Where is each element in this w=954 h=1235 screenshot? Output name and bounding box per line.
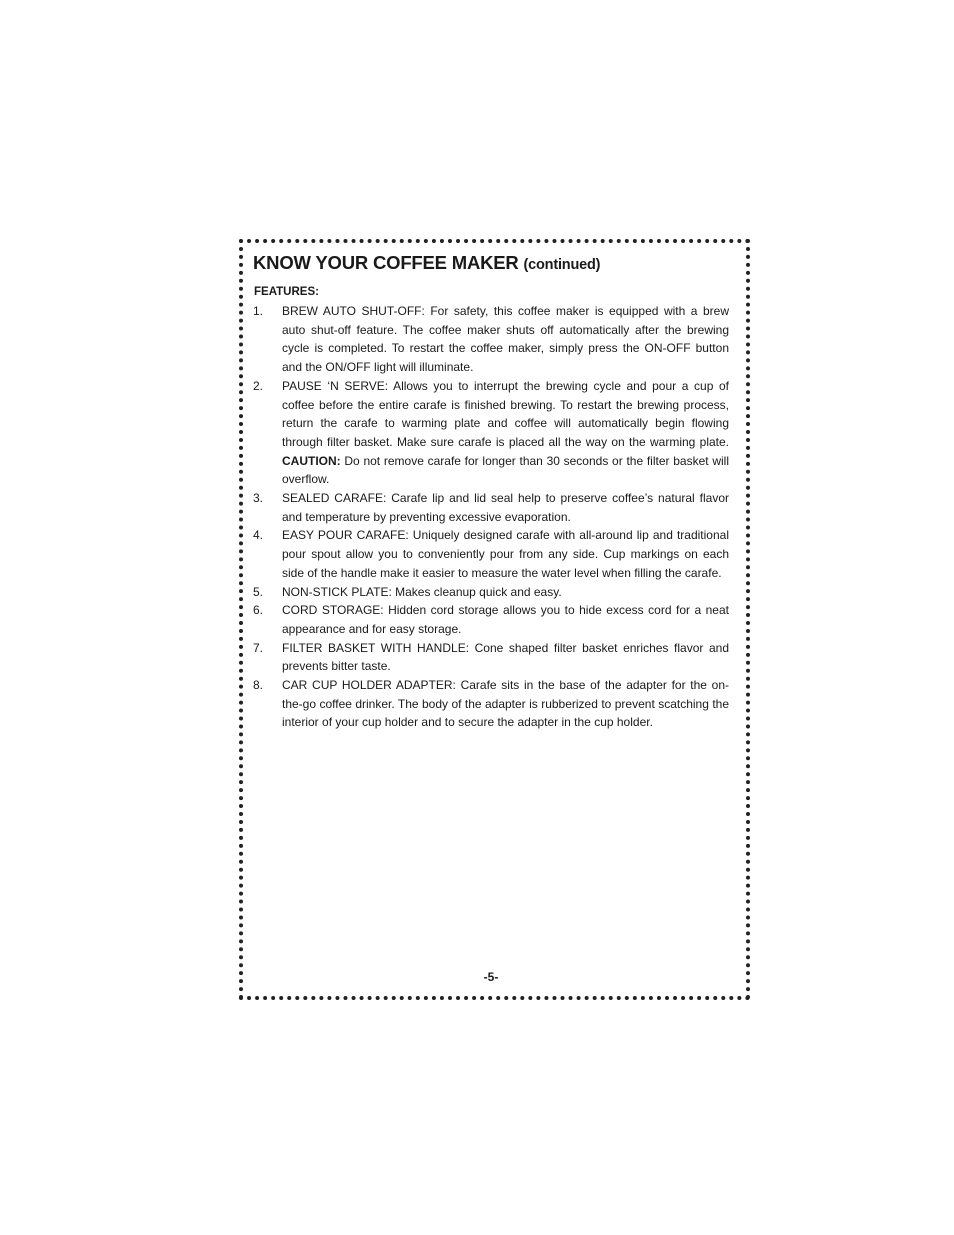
- features-list: [253, 302, 729, 732]
- feature-item-filter-basket: [253, 639, 729, 676]
- feature-text: SEALED CARAFE: Carafe lip and lid seal help to preserve coffee’s natural flavor and temperature by preventing excessive evaporation.: [282, 491, 729, 524]
- feature-item-easy-pour-carafe: [253, 526, 729, 582]
- caution-label: CAUTION:: [282, 453, 341, 468]
- feature-text: CORD STORAGE: Hidden cord storage allows you to hide excess cord for a neat appearance and for easy storage.: [282, 603, 729, 636]
- feature-number: 8.: [253, 678, 264, 693]
- feature-number: 1.: [253, 304, 264, 318]
- feature-text: FILTER BASKET WITH HANDLE: Cone shaped filter basket enriches flavor and prevents bitter taste.: [282, 640, 729, 674]
- feature-number: 5.: [253, 584, 264, 599]
- feature-text: EASY POUR CARAFE: Uniquely designed carafe with all-around lip and traditional pour spout allow you to conveniently pour from any side. Cup markings on each side of the handle make it easier to measure the water level when filling the carafe.: [282, 528, 729, 580]
- page-content: [253, 252, 729, 732]
- page-number: -5-: [483, 970, 499, 984]
- features-heading: FEATURES:: [254, 286, 319, 298]
- feature-number: 7.: [253, 640, 264, 655]
- page-title: [253, 252, 729, 276]
- feature-item-brew-auto-shut-off: [253, 302, 729, 377]
- feature-number: 3.: [253, 491, 264, 506]
- feature-text: CAR CUP HOLDER ADAPTER: Carafe sits in the base of the adapter for the on-the-go coffee drinker. The body of the adapter is rubberized to prevent scatching the interior of your cup holder and to secure the adapter in the cup holder.: [282, 678, 729, 730]
- feature-number: 6.: [253, 603, 264, 618]
- feature-item-sealed-carafe: [253, 489, 729, 526]
- feature-text: NON-STICK PLATE: Makes cleanup quick and easy.: [282, 584, 562, 599]
- feature-item-non-stick-plate: [253, 583, 729, 602]
- feature-item-pause-n-serve: [253, 377, 729, 489]
- page-title-main: KNOW YOUR COFFEE MAKER: [253, 252, 519, 273]
- feature-item-cord-storage: [253, 601, 729, 638]
- feature-item-car-cup-holder-adapter: [253, 676, 729, 732]
- feature-number: 2.: [253, 378, 264, 393]
- caution-text: Do not remove carafe for longer than 30 seconds or the filter basket will overflow.: [282, 453, 729, 487]
- page-title-suffix: (continued): [523, 257, 601, 273]
- feature-number: 4.: [253, 528, 264, 543]
- feature-text: PAUSE ‘N SERVE: Allows you to interrupt the brewing cycle and pour a cup of coffee before the entire carafe is finished brewing. To restart the brewing process, return the carafe to warming plate and coffee will automatically begin flowing through filter basket. Make sure carafe is placed all the way on the warming plate.: [282, 378, 729, 449]
- feature-text: BREW AUTO SHUT-OFF: For safety, this coffee maker is equipped with a brew auto shut-off feature. The coffee maker shuts off automatically after the brewing cycle is completed. To restart the coffee maker, simply press the ON-OFF button and the ON/OFF light will illuminate.: [282, 304, 729, 375]
